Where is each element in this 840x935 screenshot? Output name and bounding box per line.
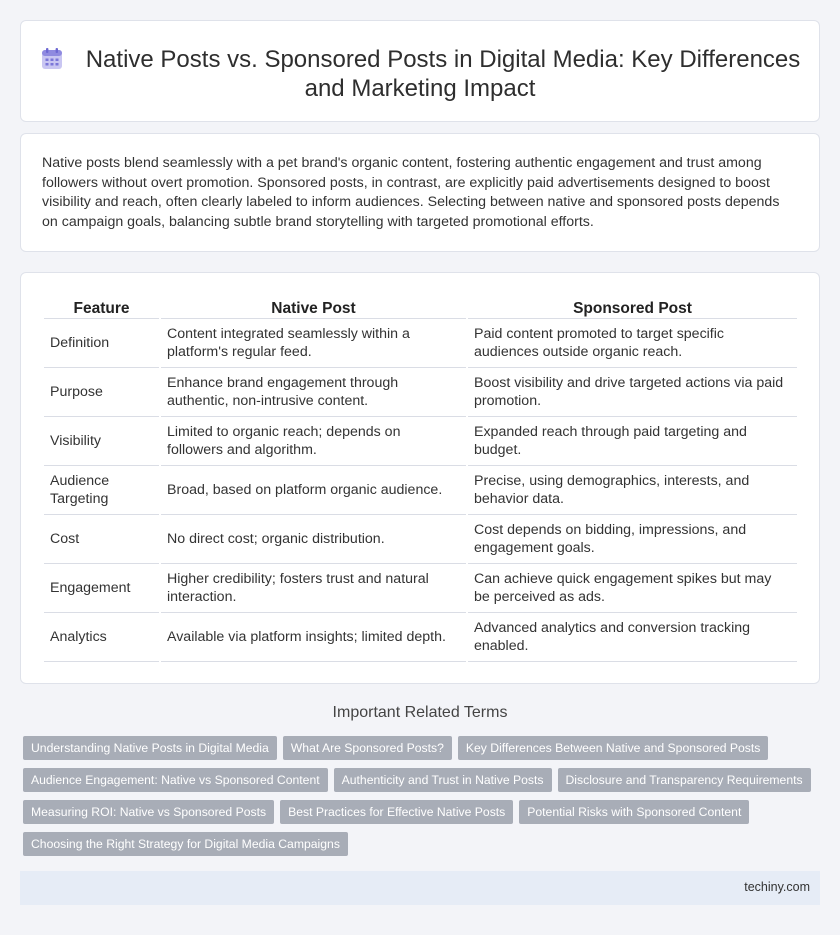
sponsored-cell: Advanced analytics and conversion tracking enabled. — [468, 613, 797, 662]
comparison-table — [42, 295, 799, 662]
related-term-link[interactable]: Audience Engagement: Native vs Sponsored Content — [23, 768, 328, 792]
native-cell: Enhance brand engagement through authentic, non-intrusive content. — [161, 368, 466, 417]
related-term-link[interactable]: Key Differences Between Native and Sponsored Posts — [458, 736, 768, 760]
sponsored-cell: Can achieve quick engagement spikes but may be perceived as ads. — [468, 564, 797, 613]
table-row — [44, 564, 797, 613]
related-term-link[interactable]: Measuring ROI: Native vs Sponsored Posts — [23, 800, 274, 824]
table-row — [44, 417, 797, 466]
related-term-link[interactable]: What Are Sponsored Posts? — [283, 736, 452, 760]
header-native-post: Native Post — [161, 295, 466, 319]
feature-cell: Engagement — [44, 564, 159, 613]
related-term-link[interactable]: Choosing the Right Strategy for Digital Media Campaigns — [23, 832, 348, 856]
native-cell: No direct cost; organic distribution. — [161, 515, 466, 564]
footer — [20, 871, 820, 905]
footer-site-link[interactable]: techiny.com — [744, 880, 810, 894]
sponsored-cell: Precise, using demographics, interests, and behavior data. — [468, 466, 797, 515]
feature-cell: Purpose — [44, 368, 159, 417]
intro-card — [20, 133, 820, 252]
sponsored-cell: Paid content promoted to target specific audiences outside organic reach. — [468, 319, 797, 368]
feature-cell: Audience Targeting — [44, 466, 159, 515]
related-terms-heading: Important Related Terms — [332, 704, 508, 721]
sponsored-cell: Boost visibility and drive targeted actions via paid promotion. — [468, 368, 797, 417]
feature-cell: Definition — [44, 319, 159, 368]
title-card — [20, 20, 820, 122]
native-cell: Broad, based on platform organic audience. — [161, 466, 466, 515]
sponsored-cell: Expanded reach through paid targeting and budget. — [468, 417, 797, 466]
header-feature: Feature — [44, 295, 159, 319]
related-term-link[interactable]: Disclosure and Transparency Requirements — [558, 768, 811, 792]
sponsored-cell: Cost depends on bidding, impressions, and engagement goals. — [468, 515, 797, 564]
feature-cell: Cost — [44, 515, 159, 564]
table-row — [44, 515, 797, 564]
related-terms-list — [23, 736, 823, 864]
feature-cell: Analytics — [44, 613, 159, 662]
table-row — [44, 319, 797, 368]
native-cell: Content integrated seamlessly within a platform's regular feed. — [161, 319, 466, 368]
calendar-icon — [40, 47, 64, 71]
related-term-link[interactable]: Best Practices for Effective Native Posts — [280, 800, 513, 824]
related-term-link[interactable]: Understanding Native Posts in Digital Media — [23, 736, 277, 760]
page-title-text: Native Posts vs. Sponsored Posts in Digital Media: Key Differences and Marketing Impact — [85, 46, 801, 102]
table-header-row — [44, 295, 797, 319]
related-term-link[interactable]: Potential Risks with Sponsored Content — [519, 800, 749, 824]
feature-cell: Visibility — [44, 417, 159, 466]
table-row — [44, 613, 797, 662]
table-row — [44, 466, 797, 515]
native-cell: Higher credibility; fosters trust and natural interaction. — [161, 564, 466, 613]
native-cell: Available via platform insights; limited depth. — [161, 613, 466, 662]
intro-paragraph: Native posts blend seamlessly with a pet brand's organic content, fostering authentic engagement and trust among followers without overt promotion. Sponsored posts, in contrast, are explicitly paid advertisements designed to boost visibility and reach, often clearly labeled to inform audiences. Selecting between native and sponsored posts depends on campaign goals, balancing subtle brand storytelling with targeted promotional efforts. — [42, 155, 780, 230]
native-cell: Limited to organic reach; depends on followers and algorithm. — [161, 417, 466, 466]
related-term-link[interactable]: Authenticity and Trust in Native Posts — [334, 768, 552, 792]
table-row — [44, 368, 797, 417]
comparison-card — [20, 272, 820, 684]
page-title — [21, 45, 819, 103]
header-sponsored-post: Sponsored Post — [468, 295, 797, 319]
